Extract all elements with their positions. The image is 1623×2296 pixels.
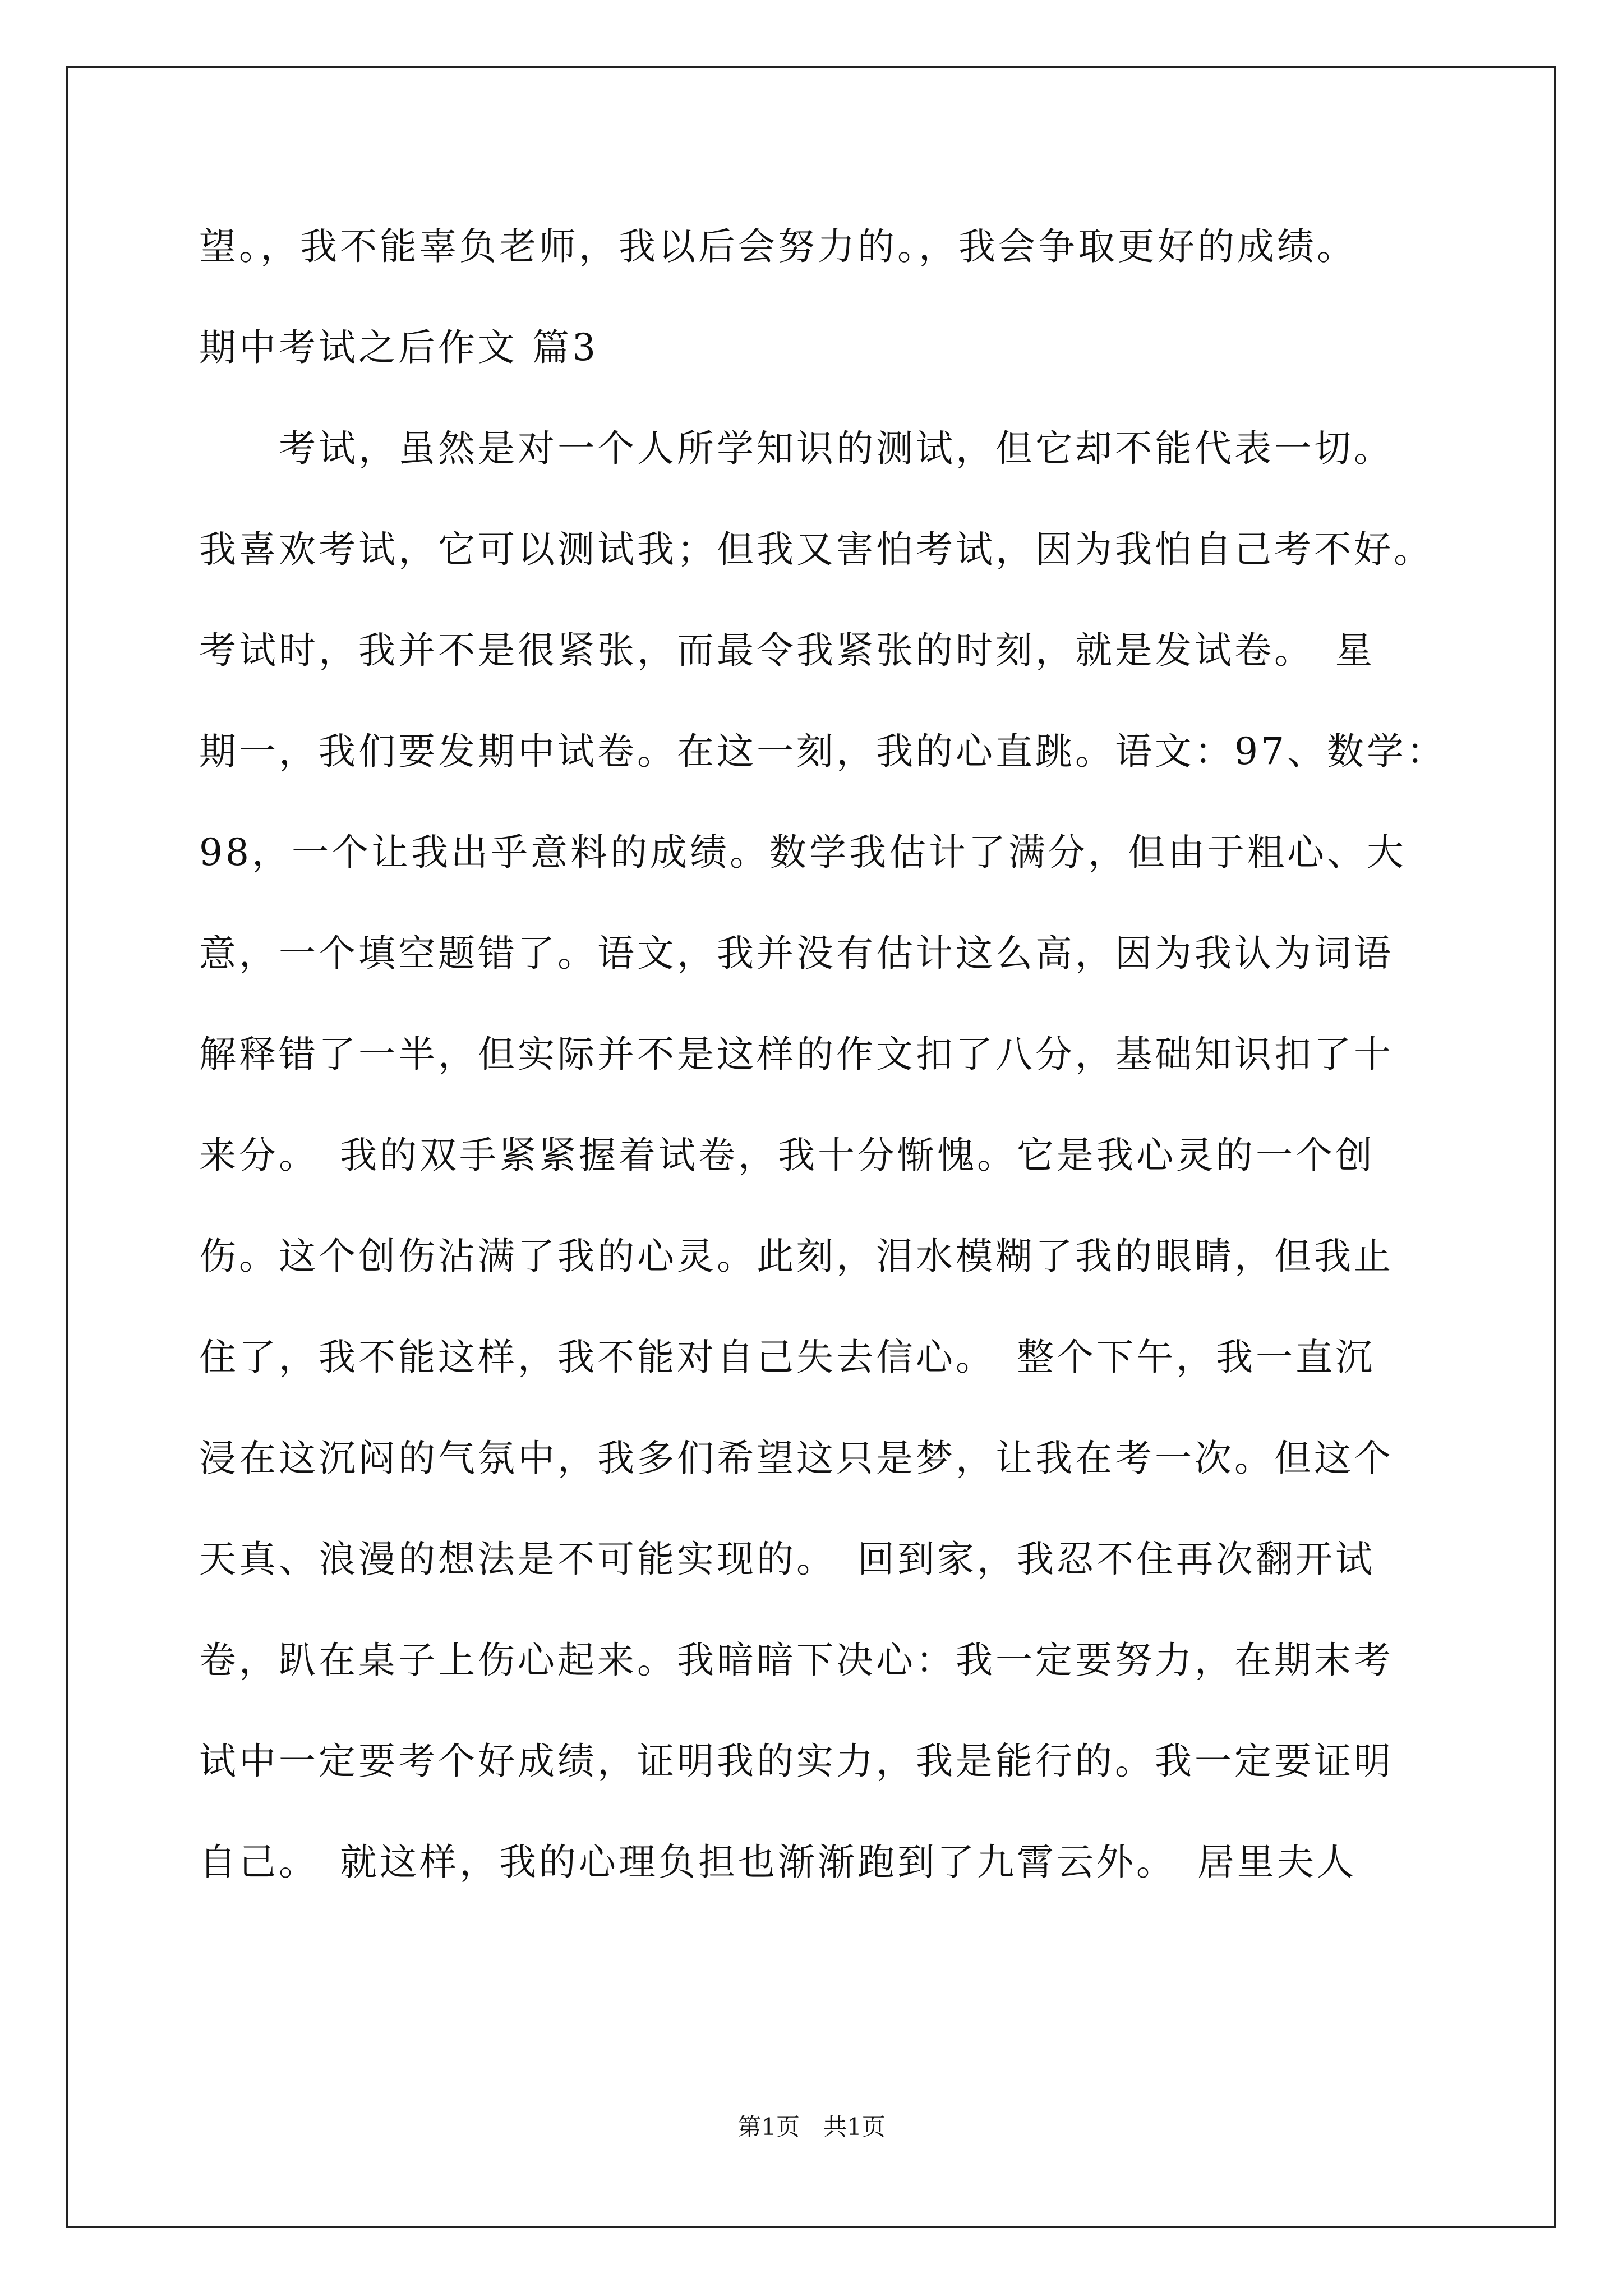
text-line-1: 望。，我不能辜负老师，我以后会努力的。，我会争取更好的成绩。 bbox=[199, 225, 1357, 268]
text-line-7: 98，一个让我出乎意料的成绩。数学我估计了满分，但由于粗心、大 bbox=[199, 831, 1407, 874]
section-heading: 期中考试之后作文 篇3 bbox=[199, 326, 598, 369]
text-line-15: 卷，趴在桌子上伤心起来。我暗暗下决心：我一定要努力，在期末考 bbox=[199, 1639, 1394, 1682]
text-line-10: 来分。 我的双手紧紧握着试卷，我十分惭愧。它是我心灵的一个创 bbox=[199, 1134, 1375, 1177]
text-line-3: 考试，虽然是对一个人所学知识的测试，但它却不能代表一切。 bbox=[199, 427, 1394, 470]
text-line-14: 天真、浪漫的想法是不可能实现的。 回到家，我忍不住再次翻开试 bbox=[199, 1538, 1375, 1581]
page-footer: 第1页 共1页 bbox=[737, 2113, 886, 2141]
text-line-6: 期一，我们要发期中试卷。在这一刻，我的心直跳。语文：97、数学： bbox=[199, 730, 1446, 773]
text-line-11: 伤。这个创伤沾满了我的心灵。此刻，泪水模糊了我的眼睛，但我止 bbox=[199, 1235, 1394, 1278]
text-line-5: 考试时，我并不是很紧张，而最令我紧张的时刻，就是发试卷。 星 bbox=[199, 629, 1375, 672]
text-line-17: 自己。 就这样，我的心理负担也渐渐跑到了九霄云外。 居里夫人 bbox=[199, 1841, 1357, 1884]
text-line-12: 住了，我不能这样，我不能对自己失去信心。 整个下午，我一直沉 bbox=[199, 1336, 1375, 1379]
text-line-8: 意，一个填空题错了。语文，我并没有估计这么高，因为我认为词语 bbox=[199, 932, 1394, 975]
text-line-13: 浸在这沉闷的气氛中，我多们希望这只是梦，让我在考一次。但这个 bbox=[199, 1437, 1394, 1480]
text-line-16: 试中一定要考个好成绩，证明我的实力，我是能行的。我一定要证明 bbox=[199, 1740, 1394, 1783]
text-line-4: 我喜欢考试，它可以测试我；但我又害怕考试，因为我怕自己考不好。 bbox=[199, 528, 1433, 571]
text-line-9: 解释错了一半，但实际并不是这样的作文扣了八分，基础知识扣了十 bbox=[199, 1033, 1394, 1076]
